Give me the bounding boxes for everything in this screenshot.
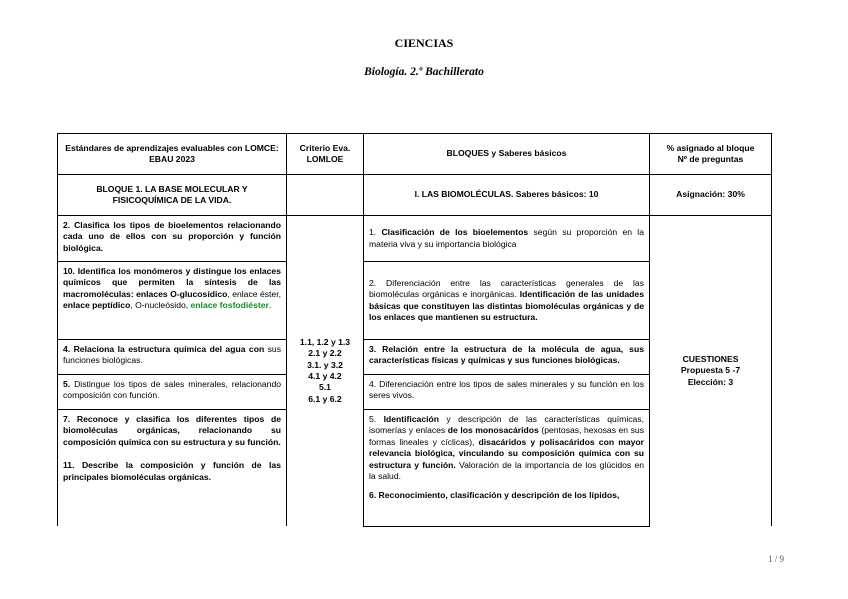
- table-row: [58, 216, 772, 262]
- standard-2: 2. Clasifica los tipos de bioelementos relacionando cada uno de ellos con su proporción y función biológica.: [58, 216, 287, 262]
- standard-7: 7. Reconoce y clasifica los diferentes tipos de biomoléculas orgánicas, relacionando su composición química con su estructura y su función.: [63, 414, 281, 447]
- block-assignment: Asignación: 30%: [650, 175, 772, 216]
- header-blocks: BLOQUES y Saberes básicos: [364, 134, 650, 175]
- questions-proposal: Propuesta 5 -7: [680, 365, 741, 376]
- block-saberes-title: I. LAS BIOMOLÉCULAS. Saberes básicos: 10: [364, 175, 650, 216]
- curriculum-table: [57, 133, 772, 527]
- standard-4: 4. Relaciona la estructura química del agua con sus funciones biológicas.: [58, 340, 287, 375]
- standard-7-11: [58, 410, 287, 527]
- saber-1: 1. Clasificación de los bioelementos según su proporción en la materia viva y su importancia biológica: [364, 216, 650, 262]
- header-percentage-line1: % asignado al bloque: [666, 142, 755, 153]
- block-criteria-empty: [287, 175, 364, 216]
- questions-label: CUESTIONES: [682, 353, 739, 364]
- standard-10: 10. Identifica los monómeros y distingue los enlaces químicos que permiten la síntesis de las macromoléculas: enlaces O-glucosídico, enlace éster, enlace peptídico, O-nucleósido, enlace fosfodiéster.: [58, 262, 287, 340]
- criteria-item: 1.1, 1.2 y 1.3: [299, 336, 351, 347]
- saber-2: 2. Diferenciación entre las características generales de las biomoléculas orgánicas e inorgánicas. Identificación de las unidades básicas que constituyen las distintas biomoléculas orgánicas y de los enlaces que mantienen su estructura.: [364, 262, 650, 340]
- standard-5: 5. Distingue los tipos de sales minerales, relacionando composición con función.: [58, 375, 287, 410]
- header-percentage: [650, 134, 772, 175]
- header-percentage-line2: Nº de preguntas: [677, 154, 744, 164]
- saber-4: 4. Diferenciación entre los tipos de sales minerales y su función en los seres vivos.: [364, 375, 650, 410]
- criteria-item: 3.1. y 3.2: [307, 359, 343, 370]
- criteria-item: 5.1: [319, 382, 331, 393]
- header-standards: Estándares de aprendizajes evaluables con LOMCE: EBAU 2023: [58, 134, 287, 175]
- saber-6: 6. Reconocimiento, clasificación y descripción de los lípidos,: [369, 490, 620, 501]
- criteria-cell: [287, 216, 364, 527]
- table-header-row: [58, 134, 772, 175]
- block-title: BLOQUE 1. LA BASE MOLECULAR Y FISICOQUÍMICA DE LA VIDA.: [58, 175, 287, 216]
- saber-3: 3. Relación entre la estructura de la molécula de agua, sus características físicas y químicas y sus funciones biológicas.: [364, 340, 650, 375]
- block-row: [58, 175, 772, 216]
- criteria-item: 6.1 y 6.2: [308, 393, 342, 404]
- saber-5-6: [364, 410, 650, 527]
- page-title: CIENCIAS: [394, 36, 454, 50]
- questions-choice: Elección: 3: [687, 376, 734, 387]
- page-number: 1 / 9: [768, 554, 785, 564]
- questions-cell: [650, 216, 772, 527]
- header-criteria: Criterio Eva. LOMLOE: [287, 134, 364, 175]
- standard-11: 11. Describe la composición y función de las principales biomoléculas orgánicas.: [63, 460, 281, 482]
- criteria-item: 2.1 y 2.2: [308, 348, 342, 359]
- saber-5: 5. Identificación y descripción de las características químicas, isomerías y enlaces de los monosacáridos (pentosas, hexosas en sus formas lineales y cíclicas), disacáridos y polisacáridos con mayor relevancia biológica, vinculando su composición química con su estructura y función. Valoración de la importancia de los glúcidos en la salud.: [369, 414, 645, 482]
- criteria-item: 4.1 y 4.2: [308, 371, 342, 381]
- page-subtitle: Biología. 2.º Bachillerato: [364, 66, 484, 78]
